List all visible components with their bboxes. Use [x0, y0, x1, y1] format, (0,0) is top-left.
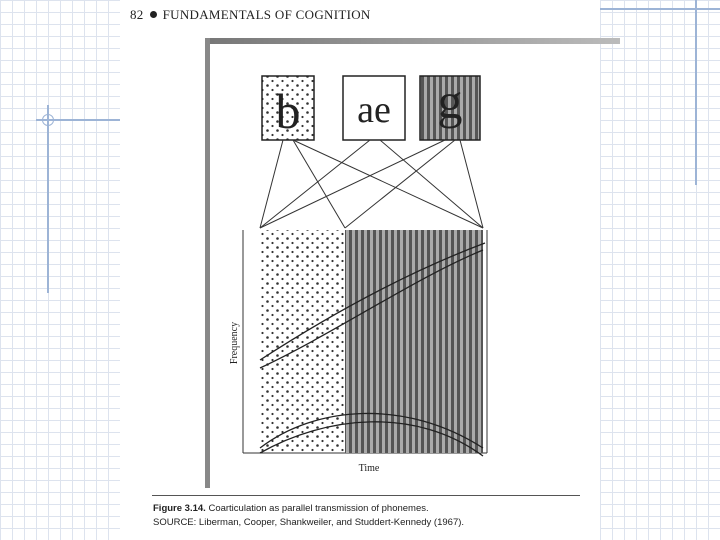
- decorative-line-right-vertical: [695, 0, 697, 185]
- spectrogram-region-b: [260, 230, 345, 453]
- running-title: FUNDAMENTALS OF COGNITION: [162, 7, 371, 22]
- scan-shadow-left: [205, 38, 210, 488]
- figure-3-14: [205, 38, 620, 488]
- caption-rule: [152, 495, 580, 496]
- decorative-circle: [42, 114, 54, 126]
- caption-text: Coarticulation as parallel transmission of phonemes.: [208, 503, 429, 514]
- caption-source: SOURCE: Liberman, Cooper, Shankweiler, and Studdert-Kennedy (1967).: [153, 517, 465, 528]
- decorative-line-right-horizontal: [600, 8, 720, 10]
- book-page: [120, 0, 600, 540]
- decorative-line-left-vertical: [47, 105, 49, 293]
- figure-number: Figure 3.14.: [153, 503, 206, 514]
- spectrogram-region-ae-g: [345, 230, 483, 453]
- phoneme-label-ae: ae: [357, 89, 391, 131]
- page-number: 82: [130, 7, 144, 22]
- x-axis-label: Time: [358, 463, 380, 474]
- phoneme-label-b: b: [275, 83, 301, 139]
- running-head: [130, 7, 371, 23]
- coarticulation-diagram: [205, 38, 620, 488]
- scan-shadow-top: [205, 38, 620, 44]
- phoneme-label-g: g: [437, 73, 463, 129]
- y-axis-label: Frequency: [229, 321, 240, 365]
- bullet-icon: [150, 11, 157, 18]
- figure-caption: [153, 502, 464, 530]
- connector-lines: [260, 140, 483, 228]
